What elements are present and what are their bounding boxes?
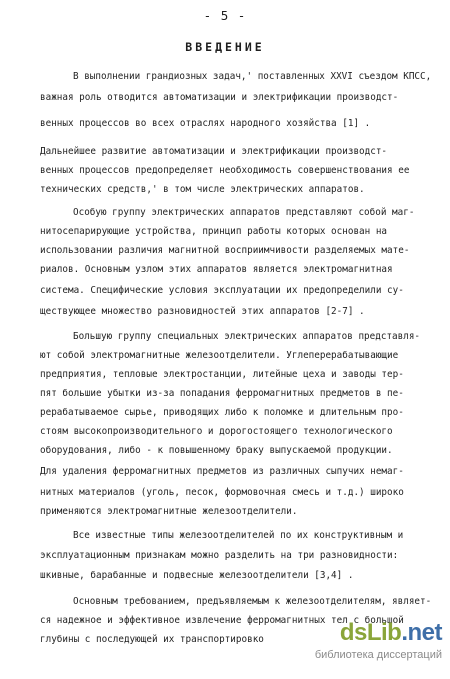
text-line: важная роль отводится автоматизации и электрификации производст- — [40, 92, 399, 103]
text-line: В выполнении грандиозных задач,' поставленных XXVI съездом КПСС, — [73, 71, 432, 82]
dslib-logo-domain: .net — [401, 619, 442, 646]
text-line: Дальнейшее развитие автоматизации и электрификации производст- — [40, 146, 388, 157]
text-line: рерабатываемое сырье, приводящих либо к поломке и длительным про- — [40, 407, 404, 418]
text-line: венных процессов во всех отраслях народного хозяйства [1] . — [40, 118, 371, 129]
dslib-subtitle: библиотека диссертаций — [314, 649, 442, 661]
text-line: оборудования, либо - к повышенному браку выпускаемой продукции. — [40, 445, 393, 456]
text-line: венных процессов предопределяет необходимость совершенствования ее — [40, 165, 410, 176]
text-line: нитных материалов (уголь, песок, формовочная смесь и т.д.) широко — [40, 487, 404, 498]
text-line: стоям высокопроизводительного и дорогостоящего технологического — [40, 426, 393, 437]
text-line: технических средств,' в том числе электрических аппаратов. — [40, 184, 365, 195]
text-line: использовании различия магнитной восприимчивости разделяемых мате- — [40, 245, 410, 256]
text-line: ществующее множество разновидностей этих аппаратов [2-7] . — [40, 306, 365, 317]
text-line: шкивные, барабанные и подвесные железоотделители [3,4] . — [40, 570, 354, 581]
text-line: глубины с последующей их транспортировко — [40, 634, 264, 645]
text-line: Особую группу электрических аппаратов представляют собой маг- — [73, 207, 415, 218]
text-line: Основным требованием, предъявляемым к железоотделителям, являет- — [73, 596, 432, 607]
text-line: ют собой электромагнитные железоотделители. Углеперерабатывающие — [40, 350, 399, 361]
text-line: система. Специфические условия эксплуатации их предопределили су- — [40, 285, 404, 296]
dslib-watermark — [257, 619, 442, 667]
text-line: риалов. Основным узлом этих аппаратов является электромагнитная — [40, 264, 393, 275]
text-line: ся надежное и эффективное извлечение ферромагнитных тел с большой — [40, 615, 404, 626]
text-line: предприятия, тепловые электростанции, литейные цеха и заводы тер- — [40, 369, 404, 380]
text-line: Большую группу специальных электрических аппаратов представля- — [73, 331, 421, 342]
text-line: применяются электромагнитные железоотделители. — [40, 506, 298, 517]
text-line: пят большие убытки из-за попадания ферромагнитных предметов в пе- — [40, 388, 404, 399]
text-line: нитосепарирующие устройства, принцип работы которых основан на — [40, 226, 388, 237]
dslib-logo-name: dsLib — [339, 619, 402, 646]
dslib-logo — [340, 619, 442, 647]
text-line: Все известные типы железоотделителей по их конструктивным и — [73, 530, 404, 541]
text-line: эксплуатационным признакам можно разделить на три разновидности: — [40, 550, 399, 561]
section-heading: ВВЕДЕНИЕ — [185, 40, 265, 54]
page-number: - 5 - — [203, 8, 247, 23]
text-line: Для удаления ферромагнитных предметов из различных сыпучих немаг- — [40, 466, 404, 477]
